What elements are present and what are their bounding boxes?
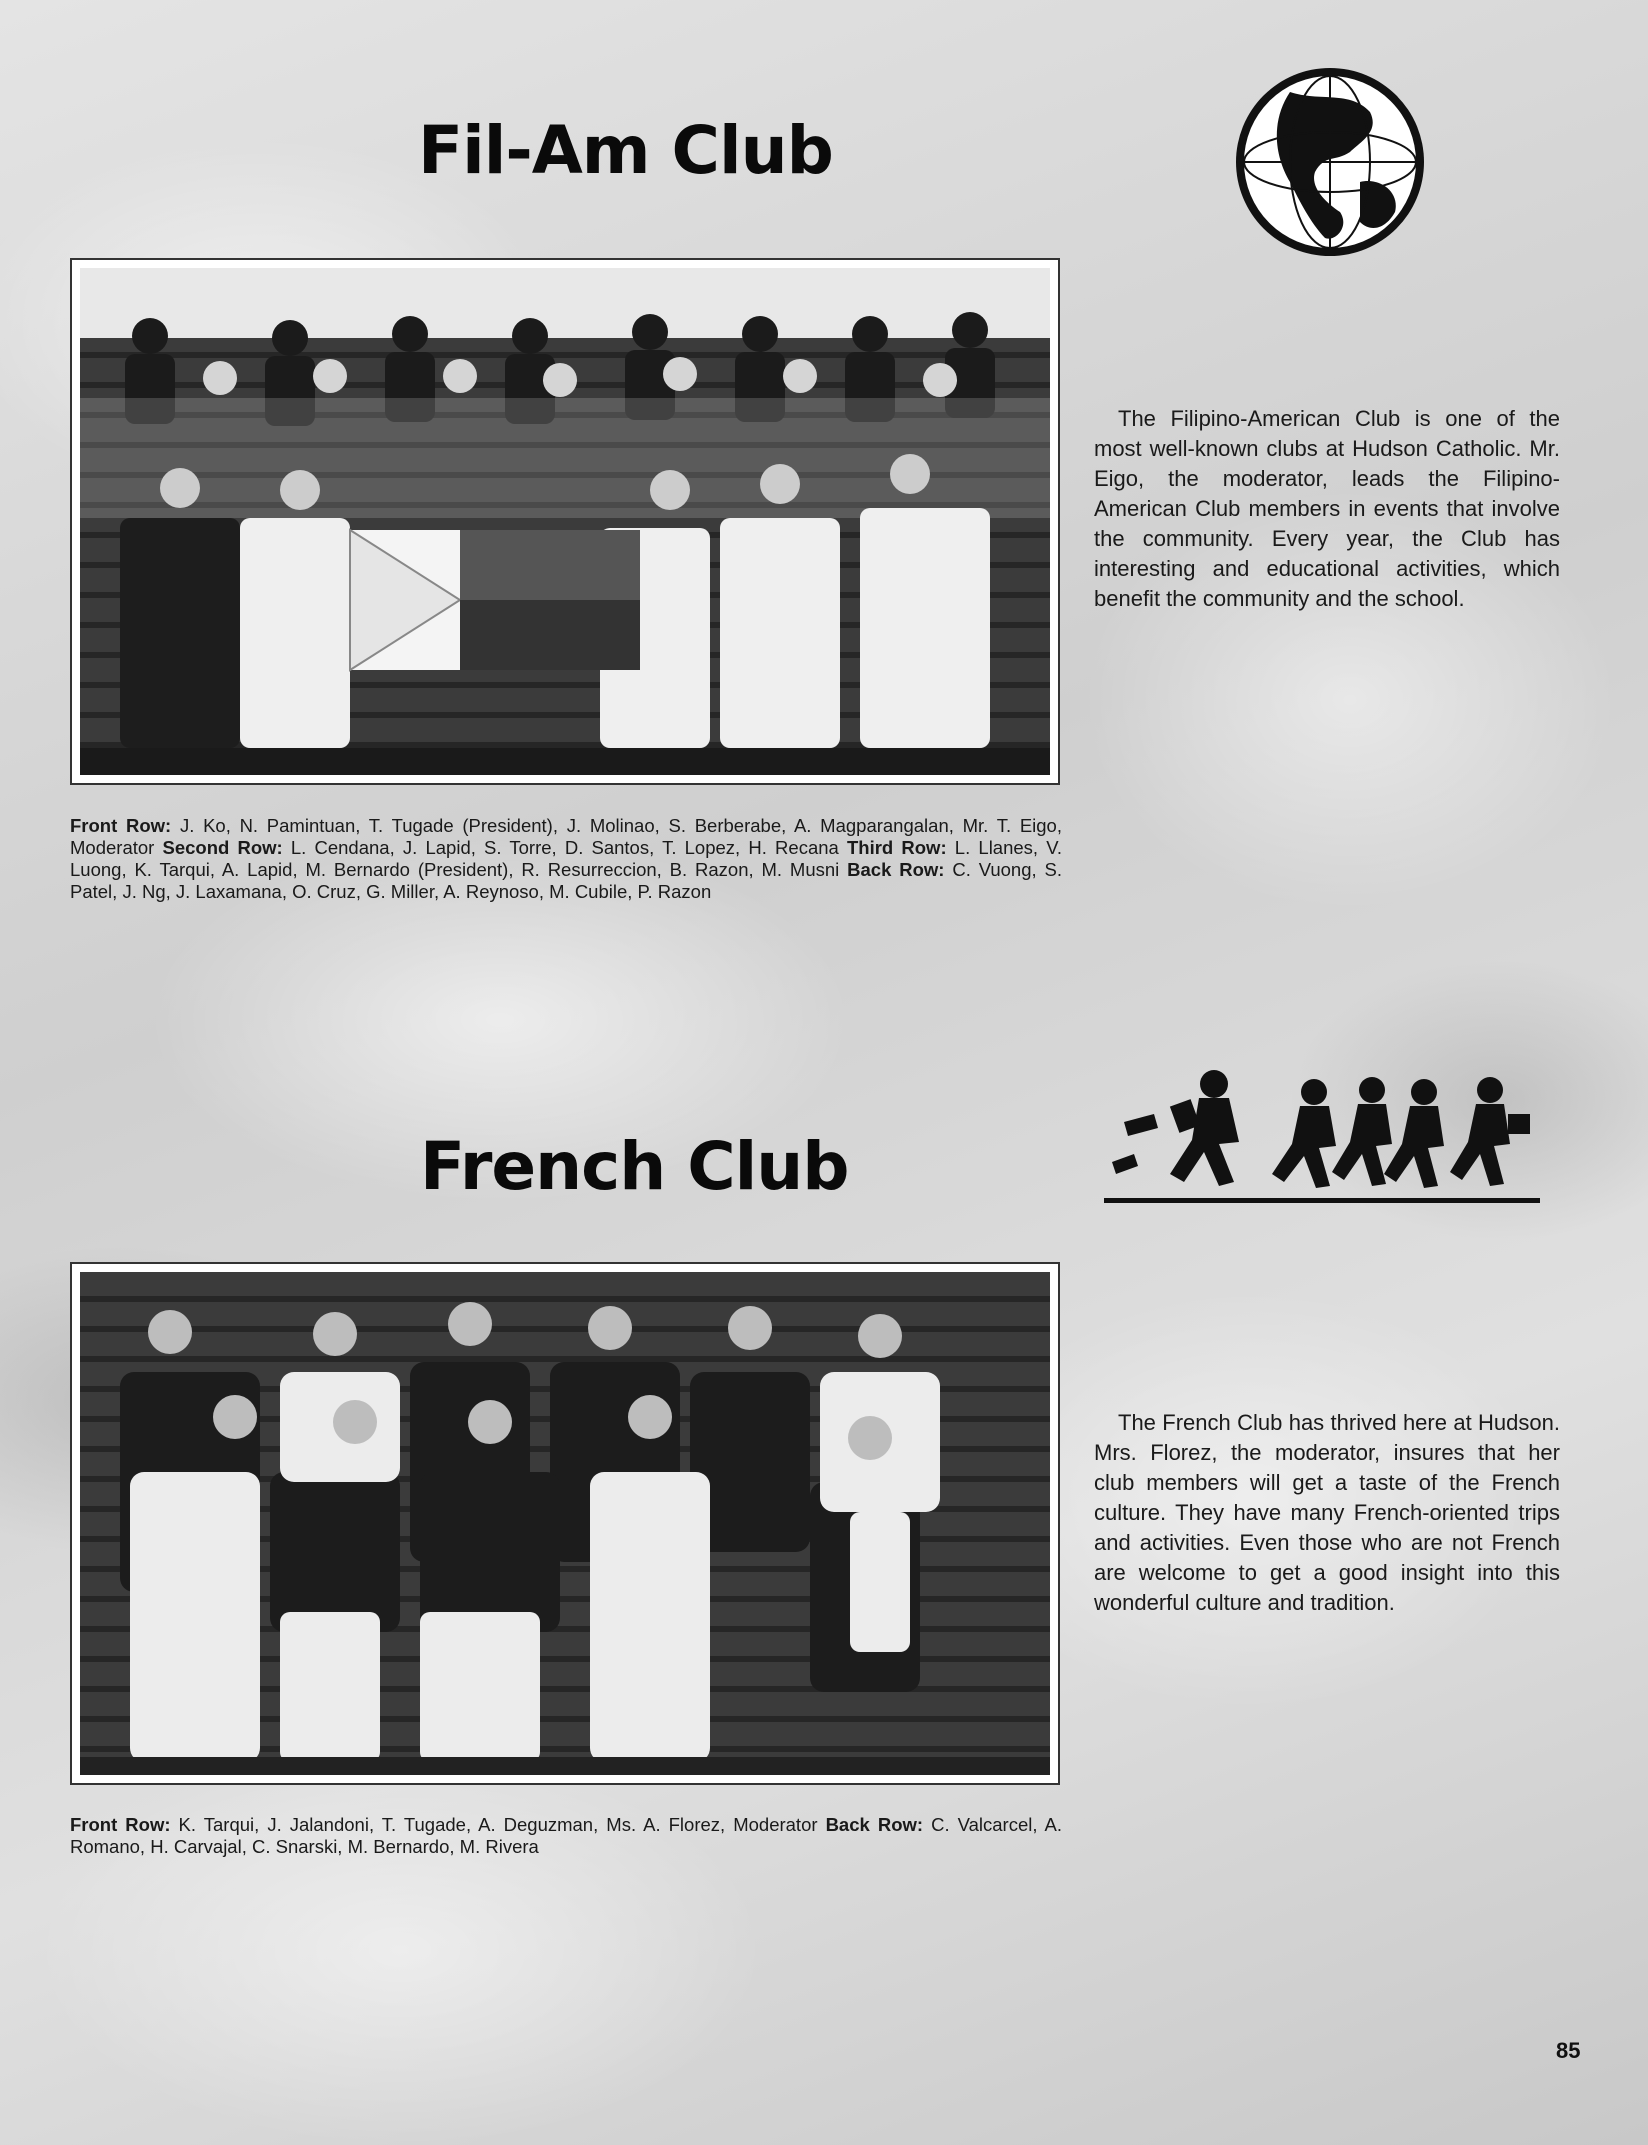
filam-club-caption bbox=[70, 815, 1062, 903]
filam-club-description: The Filipino-American Club is one of the most well-known clubs at Hudson Catholic. Mr. Eigo, the moderator, leads the Filipino-American Club members in events that involve the community. Every year, the Club has interesting and educational activities, which benefit the community and the school. bbox=[1094, 406, 1560, 611]
running-students-icon bbox=[1104, 1062, 1540, 1212]
caption-row-label: Back Row: bbox=[825, 1814, 924, 1835]
french-club-caption bbox=[70, 1814, 1062, 1858]
caption-row-names: C. Vuong, S. Patel, J. Ng, J. Laxamana, O. Cruz, G. Miller, A. Reynoso, M. Cubile, P. Razon bbox=[70, 859, 1062, 902]
caption-row-names: L. Llanes, V. Luong, K. Tarqui, A. Lapid, M. Bernardo (President), R. Resurreccion, B. Razon, M. Musni bbox=[70, 837, 1063, 880]
french-club-photo bbox=[70, 1262, 1060, 1785]
caption-row-names: J. Ko, N. Pamintuan, T. Tugade (President), J. Molinao, S. Berberabe, A. Magparangalan, Mr. T. Eigo, Moderator bbox=[70, 815, 1062, 858]
caption-row-label: Front Row: bbox=[70, 815, 172, 836]
caption-row-label: Third Row: bbox=[846, 837, 947, 858]
french-club-description: The French Club has thrived here at Hudson. Mrs. Florez, the moderator, insures that her club members will get a taste of the French culture. They have many French-oriented trips and activities. Even those who are not French are welcome to get a good insight into this wonderful culture and tradition. bbox=[1094, 1410, 1560, 1615]
caption-row-names: C. Valcarcel, A. Romano, H. Carvajal, C. Snarski, M. Bernardo, M. Rivera bbox=[70, 1814, 1062, 1857]
filam-club-title: Fil-Am Club bbox=[418, 112, 833, 189]
caption-row-label: Back Row: bbox=[847, 859, 945, 880]
french-club-title: French Club bbox=[420, 1128, 849, 1205]
caption-row-names: K. Tarqui, J. Jalandoni, T. Tugade, A. Deguzman, Ms. A. Florez, Moderator bbox=[170, 1814, 826, 1835]
filam-club-photo bbox=[70, 258, 1060, 785]
page-number: 85 bbox=[1556, 2038, 1581, 2063]
globe-icon bbox=[1230, 62, 1430, 262]
caption-row-label: Front Row: bbox=[70, 1814, 171, 1835]
caption-row-names: L. Cendana, J. Lapid, S. Torre, D. Santos, T. Lopez, H. Recana bbox=[282, 837, 847, 858]
caption-row-label: Second Row: bbox=[162, 837, 283, 858]
